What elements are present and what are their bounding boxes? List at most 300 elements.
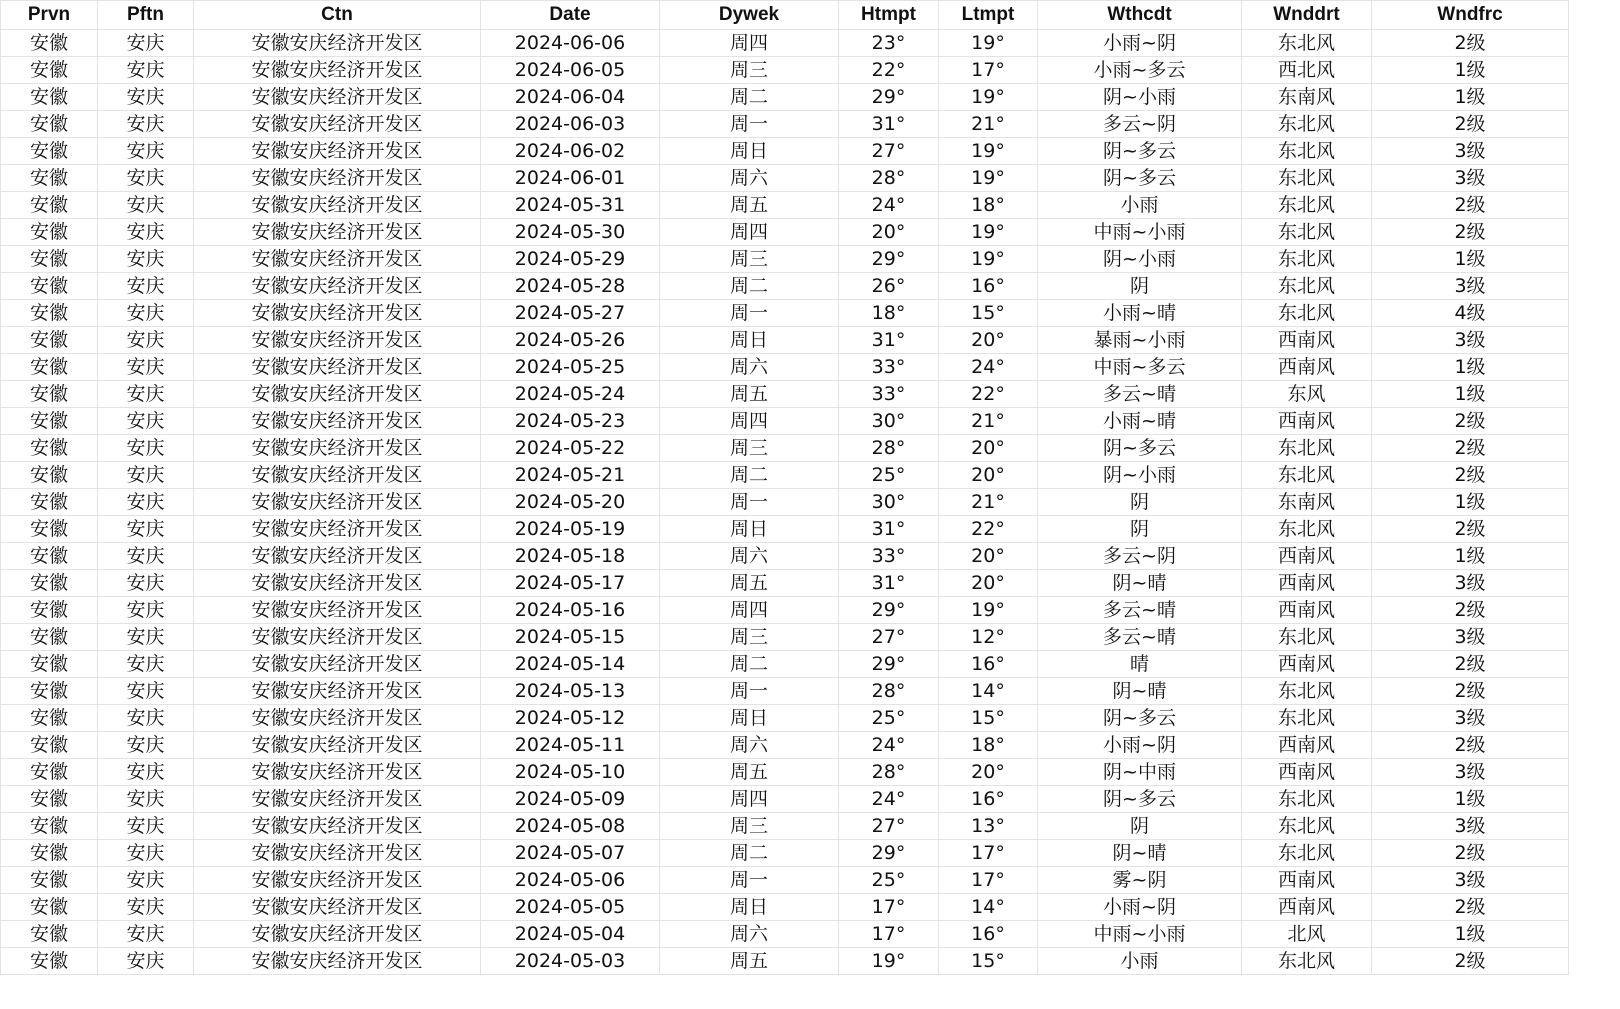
weekday-cell[interactable]: 周一 bbox=[660, 489, 839, 516]
county-cell[interactable]: 安徽安庆经济开发区 bbox=[194, 543, 481, 570]
wind-force-cell[interactable]: 3级 bbox=[1372, 759, 1569, 786]
province-cell[interactable]: 安徽 bbox=[1, 273, 98, 300]
wind-force-cell[interactable]: 1级 bbox=[1372, 381, 1569, 408]
weekday-cell[interactable]: 周二 bbox=[660, 84, 839, 111]
date-cell[interactable]: 2024-05-12 bbox=[481, 705, 660, 732]
prefecture-cell[interactable]: 安庆 bbox=[98, 732, 194, 759]
wind-force-cell[interactable]: 2级 bbox=[1372, 597, 1569, 624]
date-cell[interactable]: 2024-05-10 bbox=[481, 759, 660, 786]
high-temp-cell[interactable]: 31° bbox=[839, 570, 939, 597]
wind-force-cell[interactable]: 3级 bbox=[1372, 624, 1569, 651]
county-cell[interactable]: 安徽安庆经济开发区 bbox=[194, 840, 481, 867]
province-cell[interactable]: 安徽 bbox=[1, 813, 98, 840]
weather-condition-cell[interactable]: 小雨~晴 bbox=[1038, 300, 1242, 327]
wind-direction-cell[interactable]: 西南风 bbox=[1242, 327, 1372, 354]
province-cell[interactable]: 安徽 bbox=[1, 165, 98, 192]
wind-direction-cell[interactable]: 东北风 bbox=[1242, 840, 1372, 867]
county-cell[interactable]: 安徽安庆经济开发区 bbox=[194, 111, 481, 138]
high-temp-cell[interactable]: 29° bbox=[839, 597, 939, 624]
weather-condition-cell[interactable]: 阴~晴 bbox=[1038, 678, 1242, 705]
wind-force-cell[interactable]: 3级 bbox=[1372, 138, 1569, 165]
high-temp-cell[interactable]: 19° bbox=[839, 948, 939, 975]
county-cell[interactable]: 安徽安庆经济开发区 bbox=[194, 435, 481, 462]
date-cell[interactable]: 2024-05-22 bbox=[481, 435, 660, 462]
low-temp-cell[interactable]: 19° bbox=[939, 84, 1038, 111]
date-cell[interactable]: 2024-05-15 bbox=[481, 624, 660, 651]
wind-force-cell[interactable]: 3级 bbox=[1372, 165, 1569, 192]
weekday-cell[interactable]: 周三 bbox=[660, 246, 839, 273]
prefecture-cell[interactable]: 安庆 bbox=[98, 138, 194, 165]
high-temp-cell[interactable]: 29° bbox=[839, 651, 939, 678]
low-temp-cell[interactable]: 21° bbox=[939, 111, 1038, 138]
weekday-cell[interactable]: 周一 bbox=[660, 867, 839, 894]
wind-direction-cell[interactable]: 东北风 bbox=[1242, 138, 1372, 165]
high-temp-cell[interactable]: 27° bbox=[839, 813, 939, 840]
wind-direction-cell[interactable]: 东北风 bbox=[1242, 678, 1372, 705]
date-cell[interactable]: 2024-05-24 bbox=[481, 381, 660, 408]
wind-direction-cell[interactable]: 西南风 bbox=[1242, 597, 1372, 624]
high-temp-cell[interactable]: 33° bbox=[839, 381, 939, 408]
weather-condition-cell[interactable]: 阴~小雨 bbox=[1038, 462, 1242, 489]
wind-direction-cell[interactable]: 东北风 bbox=[1242, 813, 1372, 840]
wind-force-cell[interactable]: 2级 bbox=[1372, 30, 1569, 57]
prefecture-cell[interactable]: 安庆 bbox=[98, 381, 194, 408]
province-cell[interactable]: 安徽 bbox=[1, 543, 98, 570]
weekday-cell[interactable]: 周日 bbox=[660, 327, 839, 354]
weekday-cell[interactable]: 周三 bbox=[660, 624, 839, 651]
low-temp-cell[interactable]: 21° bbox=[939, 489, 1038, 516]
date-cell[interactable]: 2024-06-02 bbox=[481, 138, 660, 165]
weekday-cell[interactable]: 周五 bbox=[660, 381, 839, 408]
province-cell[interactable]: 安徽 bbox=[1, 246, 98, 273]
wind-direction-cell[interactable]: 东北风 bbox=[1242, 624, 1372, 651]
wind-force-cell[interactable]: 1级 bbox=[1372, 786, 1569, 813]
county-cell[interactable]: 安徽安庆经济开发区 bbox=[194, 759, 481, 786]
weekday-cell[interactable]: 周六 bbox=[660, 165, 839, 192]
low-temp-cell[interactable]: 16° bbox=[939, 273, 1038, 300]
wind-direction-cell[interactable]: 西南风 bbox=[1242, 651, 1372, 678]
county-cell[interactable]: 安徽安庆经济开发区 bbox=[194, 192, 481, 219]
province-cell[interactable]: 安徽 bbox=[1, 354, 98, 381]
wind-force-cell[interactable]: 1级 bbox=[1372, 489, 1569, 516]
province-cell[interactable]: 安徽 bbox=[1, 192, 98, 219]
low-temp-cell[interactable]: 19° bbox=[939, 246, 1038, 273]
county-cell[interactable]: 安徽安庆经济开发区 bbox=[194, 408, 481, 435]
prefecture-cell[interactable]: 安庆 bbox=[98, 921, 194, 948]
wind-direction-cell[interactable]: 东北风 bbox=[1242, 246, 1372, 273]
date-cell[interactable]: 2024-05-30 bbox=[481, 219, 660, 246]
wind-force-cell[interactable]: 1级 bbox=[1372, 57, 1569, 84]
wind-force-cell[interactable]: 3级 bbox=[1372, 813, 1569, 840]
weekday-cell[interactable]: 周五 bbox=[660, 948, 839, 975]
wind-force-cell[interactable]: 3级 bbox=[1372, 273, 1569, 300]
county-cell[interactable]: 安徽安庆经济开发区 bbox=[194, 786, 481, 813]
weather-condition-cell[interactable]: 阴~晴 bbox=[1038, 840, 1242, 867]
wind-direction-cell[interactable]: 西南风 bbox=[1242, 867, 1372, 894]
weekday-cell[interactable]: 周四 bbox=[660, 786, 839, 813]
date-cell[interactable]: 2024-05-23 bbox=[481, 408, 660, 435]
wind-force-cell[interactable]: 2级 bbox=[1372, 192, 1569, 219]
prefecture-cell[interactable]: 安庆 bbox=[98, 354, 194, 381]
low-temp-cell[interactable]: 19° bbox=[939, 138, 1038, 165]
province-cell[interactable]: 安徽 bbox=[1, 327, 98, 354]
prefecture-cell[interactable]: 安庆 bbox=[98, 624, 194, 651]
low-temp-cell[interactable]: 22° bbox=[939, 516, 1038, 543]
weather-condition-cell[interactable]: 多云~晴 bbox=[1038, 597, 1242, 624]
weekday-cell[interactable]: 周三 bbox=[660, 435, 839, 462]
prefecture-cell[interactable]: 安庆 bbox=[98, 813, 194, 840]
weather-condition-cell[interactable]: 阴~晴 bbox=[1038, 570, 1242, 597]
weather-condition-cell[interactable]: 多云~阴 bbox=[1038, 543, 1242, 570]
low-temp-cell[interactable]: 16° bbox=[939, 651, 1038, 678]
prefecture-cell[interactable]: 安庆 bbox=[98, 246, 194, 273]
county-cell[interactable]: 安徽安庆经济开发区 bbox=[194, 705, 481, 732]
prefecture-cell[interactable]: 安庆 bbox=[98, 786, 194, 813]
province-cell[interactable]: 安徽 bbox=[1, 462, 98, 489]
date-cell[interactable]: 2024-05-21 bbox=[481, 462, 660, 489]
prefecture-cell[interactable]: 安庆 bbox=[98, 894, 194, 921]
high-temp-cell[interactable]: 24° bbox=[839, 192, 939, 219]
weather-condition-cell[interactable]: 小雨 bbox=[1038, 192, 1242, 219]
high-temp-cell[interactable]: 18° bbox=[839, 300, 939, 327]
low-temp-cell[interactable]: 22° bbox=[939, 381, 1038, 408]
province-cell[interactable]: 安徽 bbox=[1, 570, 98, 597]
wind-force-cell[interactable]: 2级 bbox=[1372, 948, 1569, 975]
prefecture-cell[interactable]: 安庆 bbox=[98, 273, 194, 300]
wind-direction-cell[interactable]: 西南风 bbox=[1242, 543, 1372, 570]
province-cell[interactable]: 安徽 bbox=[1, 732, 98, 759]
wind-direction-cell[interactable]: 东北风 bbox=[1242, 219, 1372, 246]
high-temp-cell[interactable]: 25° bbox=[839, 462, 939, 489]
low-temp-cell[interactable]: 19° bbox=[939, 30, 1038, 57]
province-cell[interactable]: 安徽 bbox=[1, 435, 98, 462]
county-cell[interactable]: 安徽安庆经济开发区 bbox=[194, 516, 481, 543]
weekday-cell[interactable]: 周二 bbox=[660, 651, 839, 678]
low-temp-cell[interactable]: 16° bbox=[939, 786, 1038, 813]
high-temp-cell[interactable]: 29° bbox=[839, 84, 939, 111]
weather-condition-cell[interactable]: 中雨~多云 bbox=[1038, 354, 1242, 381]
date-cell[interactable]: 2024-05-03 bbox=[481, 948, 660, 975]
wind-direction-cell[interactable]: 西南风 bbox=[1242, 354, 1372, 381]
wind-force-cell[interactable]: 3级 bbox=[1372, 705, 1569, 732]
province-cell[interactable]: 安徽 bbox=[1, 30, 98, 57]
low-temp-cell[interactable]: 20° bbox=[939, 759, 1038, 786]
weekday-cell[interactable]: 周一 bbox=[660, 678, 839, 705]
county-cell[interactable]: 安徽安庆经济开发区 bbox=[194, 354, 481, 381]
high-temp-cell[interactable]: 33° bbox=[839, 354, 939, 381]
high-temp-cell[interactable]: 33° bbox=[839, 543, 939, 570]
wind-force-cell[interactable]: 3级 bbox=[1372, 327, 1569, 354]
weather-condition-cell[interactable]: 小雨 bbox=[1038, 948, 1242, 975]
prefecture-cell[interactable]: 安庆 bbox=[98, 597, 194, 624]
province-cell[interactable]: 安徽 bbox=[1, 840, 98, 867]
high-temp-cell[interactable]: 31° bbox=[839, 327, 939, 354]
county-cell[interactable]: 安徽安庆经济开发区 bbox=[194, 57, 481, 84]
wind-force-cell[interactable]: 1级 bbox=[1372, 246, 1569, 273]
weekday-cell[interactable]: 周五 bbox=[660, 570, 839, 597]
weather-condition-cell[interactable]: 阴~小雨 bbox=[1038, 84, 1242, 111]
prefecture-cell[interactable]: 安庆 bbox=[98, 678, 194, 705]
wind-force-cell[interactable]: 2级 bbox=[1372, 732, 1569, 759]
weather-condition-cell[interactable]: 阴 bbox=[1038, 813, 1242, 840]
low-temp-cell[interactable]: 14° bbox=[939, 894, 1038, 921]
low-temp-cell[interactable]: 19° bbox=[939, 597, 1038, 624]
low-temp-cell[interactable]: 15° bbox=[939, 705, 1038, 732]
high-temp-cell[interactable]: 25° bbox=[839, 867, 939, 894]
wind-force-cell[interactable]: 1级 bbox=[1372, 354, 1569, 381]
prefecture-cell[interactable]: 安庆 bbox=[98, 435, 194, 462]
date-cell[interactable]: 2024-06-03 bbox=[481, 111, 660, 138]
column-header-date[interactable]: Date bbox=[481, 1, 660, 30]
high-temp-cell[interactable]: 24° bbox=[839, 786, 939, 813]
wind-direction-cell[interactable]: 西南风 bbox=[1242, 732, 1372, 759]
province-cell[interactable]: 安徽 bbox=[1, 300, 98, 327]
wind-force-cell[interactable]: 2级 bbox=[1372, 894, 1569, 921]
weekday-cell[interactable]: 周二 bbox=[660, 273, 839, 300]
weather-condition-cell[interactable]: 雾~阴 bbox=[1038, 867, 1242, 894]
date-cell[interactable]: 2024-06-06 bbox=[481, 30, 660, 57]
wind-direction-cell[interactable]: 东北风 bbox=[1242, 786, 1372, 813]
prefecture-cell[interactable]: 安庆 bbox=[98, 327, 194, 354]
date-cell[interactable]: 2024-05-20 bbox=[481, 489, 660, 516]
prefecture-cell[interactable]: 安庆 bbox=[98, 57, 194, 84]
county-cell[interactable]: 安徽安庆经济开发区 bbox=[194, 138, 481, 165]
wind-direction-cell[interactable]: 东北风 bbox=[1242, 435, 1372, 462]
weekday-cell[interactable]: 周日 bbox=[660, 138, 839, 165]
low-temp-cell[interactable]: 15° bbox=[939, 300, 1038, 327]
prefecture-cell[interactable]: 安庆 bbox=[98, 165, 194, 192]
weekday-cell[interactable]: 周一 bbox=[660, 300, 839, 327]
province-cell[interactable]: 安徽 bbox=[1, 219, 98, 246]
province-cell[interactable]: 安徽 bbox=[1, 597, 98, 624]
column-header-ltmpt[interactable]: Ltmpt bbox=[939, 1, 1038, 30]
province-cell[interactable]: 安徽 bbox=[1, 84, 98, 111]
wind-direction-cell[interactable]: 东北风 bbox=[1242, 192, 1372, 219]
province-cell[interactable]: 安徽 bbox=[1, 867, 98, 894]
high-temp-cell[interactable]: 22° bbox=[839, 57, 939, 84]
high-temp-cell[interactable]: 28° bbox=[839, 678, 939, 705]
weather-condition-cell[interactable]: 中雨~小雨 bbox=[1038, 219, 1242, 246]
date-cell[interactable]: 2024-05-26 bbox=[481, 327, 660, 354]
county-cell[interactable]: 安徽安庆经济开发区 bbox=[194, 489, 481, 516]
prefecture-cell[interactable]: 安庆 bbox=[98, 948, 194, 975]
weekday-cell[interactable]: 周五 bbox=[660, 192, 839, 219]
weekday-cell[interactable]: 周一 bbox=[660, 111, 839, 138]
wind-direction-cell[interactable]: 东北风 bbox=[1242, 300, 1372, 327]
low-temp-cell[interactable]: 19° bbox=[939, 219, 1038, 246]
weather-condition-cell[interactable]: 小雨~多云 bbox=[1038, 57, 1242, 84]
wind-force-cell[interactable]: 2级 bbox=[1372, 651, 1569, 678]
county-cell[interactable]: 安徽安庆经济开发区 bbox=[194, 219, 481, 246]
weekday-cell[interactable]: 周日 bbox=[660, 705, 839, 732]
low-temp-cell[interactable]: 18° bbox=[939, 192, 1038, 219]
column-header-wthcdt[interactable]: Wthcdt bbox=[1038, 1, 1242, 30]
wind-force-cell[interactable]: 2级 bbox=[1372, 408, 1569, 435]
weather-condition-cell[interactable]: 阴 bbox=[1038, 273, 1242, 300]
date-cell[interactable]: 2024-05-13 bbox=[481, 678, 660, 705]
high-temp-cell[interactable]: 17° bbox=[839, 894, 939, 921]
prefecture-cell[interactable]: 安庆 bbox=[98, 462, 194, 489]
low-temp-cell[interactable]: 24° bbox=[939, 354, 1038, 381]
province-cell[interactable]: 安徽 bbox=[1, 408, 98, 435]
wind-direction-cell[interactable]: 西北风 bbox=[1242, 57, 1372, 84]
weather-condition-cell[interactable]: 多云~晴 bbox=[1038, 624, 1242, 651]
province-cell[interactable]: 安徽 bbox=[1, 57, 98, 84]
weekday-cell[interactable]: 周三 bbox=[660, 813, 839, 840]
weather-condition-cell[interactable]: 晴 bbox=[1038, 651, 1242, 678]
high-temp-cell[interactable]: 27° bbox=[839, 138, 939, 165]
wind-direction-cell[interactable]: 东南风 bbox=[1242, 489, 1372, 516]
prefecture-cell[interactable]: 安庆 bbox=[98, 759, 194, 786]
date-cell[interactable]: 2024-05-27 bbox=[481, 300, 660, 327]
county-cell[interactable]: 安徽安庆经济开发区 bbox=[194, 570, 481, 597]
high-temp-cell[interactable]: 27° bbox=[839, 624, 939, 651]
wind-direction-cell[interactable]: 东北风 bbox=[1242, 462, 1372, 489]
prefecture-cell[interactable]: 安庆 bbox=[98, 570, 194, 597]
weather-condition-cell[interactable]: 阴~小雨 bbox=[1038, 246, 1242, 273]
wind-direction-cell[interactable]: 北风 bbox=[1242, 921, 1372, 948]
date-cell[interactable]: 2024-06-05 bbox=[481, 57, 660, 84]
wind-force-cell[interactable]: 1级 bbox=[1372, 543, 1569, 570]
weather-condition-cell[interactable]: 阴~多云 bbox=[1038, 165, 1242, 192]
county-cell[interactable]: 安徽安庆经济开发区 bbox=[194, 624, 481, 651]
county-cell[interactable]: 安徽安庆经济开发区 bbox=[194, 813, 481, 840]
high-temp-cell[interactable]: 28° bbox=[839, 165, 939, 192]
weather-condition-cell[interactable]: 阴~多云 bbox=[1038, 138, 1242, 165]
county-cell[interactable]: 安徽安庆经济开发区 bbox=[194, 678, 481, 705]
county-cell[interactable]: 安徽安庆经济开发区 bbox=[194, 894, 481, 921]
wind-force-cell[interactable]: 1级 bbox=[1372, 84, 1569, 111]
date-cell[interactable]: 2024-06-04 bbox=[481, 84, 660, 111]
province-cell[interactable]: 安徽 bbox=[1, 516, 98, 543]
date-cell[interactable]: 2024-05-14 bbox=[481, 651, 660, 678]
wind-direction-cell[interactable]: 东北风 bbox=[1242, 705, 1372, 732]
weekday-cell[interactable]: 周三 bbox=[660, 57, 839, 84]
low-temp-cell[interactable]: 18° bbox=[939, 732, 1038, 759]
prefecture-cell[interactable]: 安庆 bbox=[98, 867, 194, 894]
weather-condition-cell[interactable]: 阴 bbox=[1038, 489, 1242, 516]
low-temp-cell[interactable]: 20° bbox=[939, 570, 1038, 597]
low-temp-cell[interactable]: 16° bbox=[939, 921, 1038, 948]
date-cell[interactable]: 2024-05-07 bbox=[481, 840, 660, 867]
weather-condition-cell[interactable]: 阴 bbox=[1038, 516, 1242, 543]
county-cell[interactable]: 安徽安庆经济开发区 bbox=[194, 597, 481, 624]
weekday-cell[interactable]: 周二 bbox=[660, 840, 839, 867]
weekday-cell[interactable]: 周日 bbox=[660, 516, 839, 543]
prefecture-cell[interactable]: 安庆 bbox=[98, 651, 194, 678]
wind-force-cell[interactable]: 2级 bbox=[1372, 435, 1569, 462]
weather-condition-cell[interactable]: 小雨~阴 bbox=[1038, 894, 1242, 921]
weather-condition-cell[interactable]: 阴~中雨 bbox=[1038, 759, 1242, 786]
county-cell[interactable]: 安徽安庆经济开发区 bbox=[194, 948, 481, 975]
high-temp-cell[interactable]: 26° bbox=[839, 273, 939, 300]
weekday-cell[interactable]: 周四 bbox=[660, 30, 839, 57]
high-temp-cell[interactable]: 24° bbox=[839, 732, 939, 759]
prefecture-cell[interactable]: 安庆 bbox=[98, 219, 194, 246]
weekday-cell[interactable]: 周六 bbox=[660, 354, 839, 381]
county-cell[interactable]: 安徽安庆经济开发区 bbox=[194, 867, 481, 894]
weather-condition-cell[interactable]: 多云~阴 bbox=[1038, 111, 1242, 138]
column-header-dywek[interactable]: Dywek bbox=[660, 1, 839, 30]
date-cell[interactable]: 2024-05-17 bbox=[481, 570, 660, 597]
low-temp-cell[interactable]: 21° bbox=[939, 408, 1038, 435]
date-cell[interactable]: 2024-05-05 bbox=[481, 894, 660, 921]
province-cell[interactable]: 安徽 bbox=[1, 705, 98, 732]
wind-force-cell[interactable]: 4级 bbox=[1372, 300, 1569, 327]
wind-direction-cell[interactable]: 东北风 bbox=[1242, 516, 1372, 543]
weekday-cell[interactable]: 周日 bbox=[660, 894, 839, 921]
high-temp-cell[interactable]: 28° bbox=[839, 435, 939, 462]
weekday-cell[interactable]: 周四 bbox=[660, 408, 839, 435]
column-header-wnddrt[interactable]: Wnddrt bbox=[1242, 1, 1372, 30]
county-cell[interactable]: 安徽安庆经济开发区 bbox=[194, 462, 481, 489]
date-cell[interactable]: 2024-05-25 bbox=[481, 354, 660, 381]
wind-direction-cell[interactable]: 西南风 bbox=[1242, 570, 1372, 597]
date-cell[interactable]: 2024-05-06 bbox=[481, 867, 660, 894]
low-temp-cell[interactable]: 15° bbox=[939, 948, 1038, 975]
wind-direction-cell[interactable]: 西南风 bbox=[1242, 759, 1372, 786]
date-cell[interactable]: 2024-05-04 bbox=[481, 921, 660, 948]
column-header-wndfrc[interactable]: Wndfrc bbox=[1372, 1, 1569, 30]
high-temp-cell[interactable]: 29° bbox=[839, 246, 939, 273]
province-cell[interactable]: 安徽 bbox=[1, 138, 98, 165]
low-temp-cell[interactable]: 19° bbox=[939, 165, 1038, 192]
county-cell[interactable]: 安徽安庆经济开发区 bbox=[194, 30, 481, 57]
province-cell[interactable]: 安徽 bbox=[1, 678, 98, 705]
wind-force-cell[interactable]: 3级 bbox=[1372, 570, 1569, 597]
low-temp-cell[interactable]: 14° bbox=[939, 678, 1038, 705]
column-header-ctn[interactable]: Ctn bbox=[194, 1, 481, 30]
high-temp-cell[interactable]: 31° bbox=[839, 516, 939, 543]
weekday-cell[interactable]: 周四 bbox=[660, 219, 839, 246]
column-header-prvn[interactable]: Prvn bbox=[1, 1, 98, 30]
wind-force-cell[interactable]: 2级 bbox=[1372, 840, 1569, 867]
county-cell[interactable]: 安徽安庆经济开发区 bbox=[194, 84, 481, 111]
wind-direction-cell[interactable]: 西南风 bbox=[1242, 894, 1372, 921]
prefecture-cell[interactable]: 安庆 bbox=[98, 543, 194, 570]
wind-direction-cell[interactable]: 东北风 bbox=[1242, 273, 1372, 300]
prefecture-cell[interactable]: 安庆 bbox=[98, 489, 194, 516]
weekday-cell[interactable]: 周六 bbox=[660, 543, 839, 570]
prefecture-cell[interactable]: 安庆 bbox=[98, 84, 194, 111]
weather-condition-cell[interactable]: 小雨~阴 bbox=[1038, 30, 1242, 57]
wind-force-cell[interactable]: 2级 bbox=[1372, 678, 1569, 705]
date-cell[interactable]: 2024-06-01 bbox=[481, 165, 660, 192]
province-cell[interactable]: 安徽 bbox=[1, 489, 98, 516]
prefecture-cell[interactable]: 安庆 bbox=[98, 516, 194, 543]
wind-direction-cell[interactable]: 东风 bbox=[1242, 381, 1372, 408]
wind-force-cell[interactable]: 3级 bbox=[1372, 867, 1569, 894]
county-cell[interactable]: 安徽安庆经济开发区 bbox=[194, 246, 481, 273]
weather-condition-cell[interactable]: 阴~多云 bbox=[1038, 705, 1242, 732]
province-cell[interactable]: 安徽 bbox=[1, 651, 98, 678]
weather-condition-cell[interactable]: 阴~多云 bbox=[1038, 786, 1242, 813]
county-cell[interactable]: 安徽安庆经济开发区 bbox=[194, 921, 481, 948]
weekday-cell[interactable]: 周四 bbox=[660, 597, 839, 624]
county-cell[interactable]: 安徽安庆经济开发区 bbox=[194, 273, 481, 300]
province-cell[interactable]: 安徽 bbox=[1, 786, 98, 813]
weekday-cell[interactable]: 周二 bbox=[660, 462, 839, 489]
province-cell[interactable]: 安徽 bbox=[1, 921, 98, 948]
high-temp-cell[interactable]: 25° bbox=[839, 705, 939, 732]
column-header-htmpt[interactable]: Htmpt bbox=[839, 1, 939, 30]
low-temp-cell[interactable]: 20° bbox=[939, 543, 1038, 570]
weekday-cell[interactable]: 周五 bbox=[660, 759, 839, 786]
high-temp-cell[interactable]: 17° bbox=[839, 921, 939, 948]
province-cell[interactable]: 安徽 bbox=[1, 894, 98, 921]
prefecture-cell[interactable]: 安庆 bbox=[98, 300, 194, 327]
date-cell[interactable]: 2024-05-11 bbox=[481, 732, 660, 759]
